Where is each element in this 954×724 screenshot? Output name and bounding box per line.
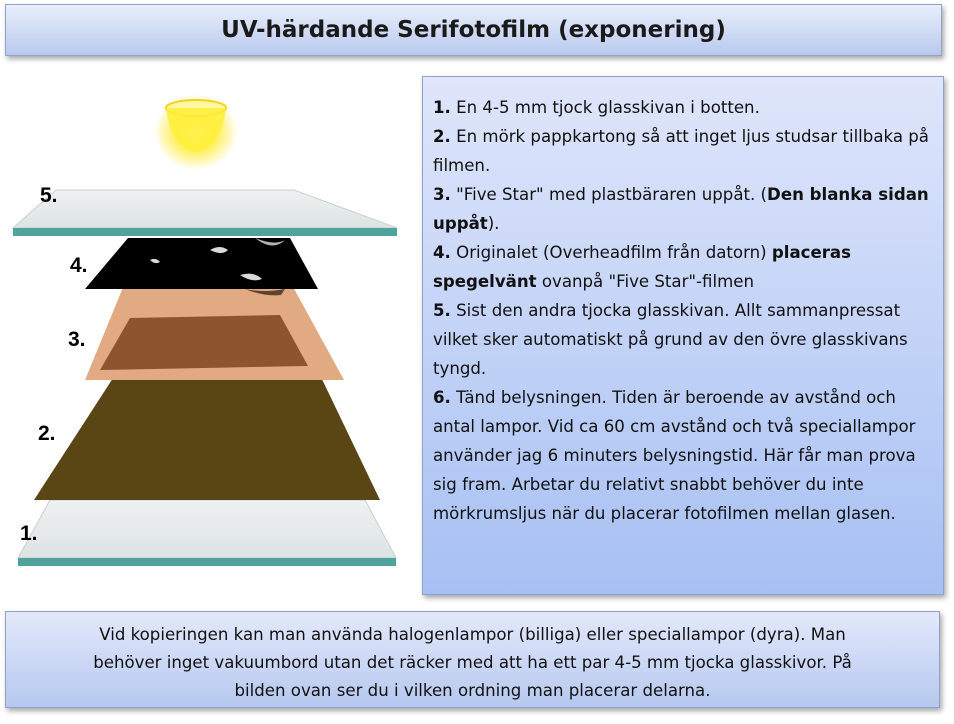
step-emphasis: Den blanka sidan uppåt <box>433 185 929 233</box>
step-text: En mörk pappkartong så att inget ljus studsar tillbaka på filmen. <box>433 127 929 175</box>
footer-note <box>5 611 940 708</box>
glass-plate-bottom <box>18 500 396 566</box>
layer-stack-svg <box>0 60 420 580</box>
step-5 <box>433 296 933 383</box>
step-number: 3. <box>433 185 451 204</box>
original-film-layer <box>85 238 318 295</box>
footer-line: bilden ovan ser du i vilken ordning man placerar delarna. <box>234 681 711 700</box>
step-4 <box>433 238 933 296</box>
step-text: ovanpå "Five Star"-filmen <box>536 272 754 291</box>
step-number: 6. <box>433 388 451 407</box>
layer-diagram <box>0 60 420 580</box>
step-number: 5. <box>433 301 451 320</box>
layer-label-2: 2. <box>38 422 56 445</box>
step-text: "Five Star" med plastbäraren uppåt. ( <box>450 185 768 204</box>
step-emphasis: placeras spegelvänt <box>433 243 851 291</box>
step-6 <box>433 383 933 528</box>
step-text: ). <box>487 214 500 233</box>
step-text: Originalet (Overheadfilm från datorn) <box>450 243 772 262</box>
step-number: 4. <box>433 243 451 262</box>
five-star-film-layer <box>85 285 344 380</box>
glass-plate-top <box>13 190 397 236</box>
cardboard-layer <box>34 375 380 500</box>
footer-line: Vid kopieringen kan man använda halogenlampor (billiga) eller speciallampor (dyra). Man <box>99 625 846 644</box>
step-text: Sist den andra tjocka glasskivan. Allt sammanpressat vilket sker automatiskt på grund av den övre glasskivans tyngd. <box>433 301 908 378</box>
step-2 <box>433 122 933 180</box>
step-1 <box>433 93 933 122</box>
steps-panel <box>422 76 944 595</box>
step-text: Tänd belysningen. Tiden är beroende av avstånd och antal lampor. Vid ca 60 cm avstånd och två speciallampor använder jag 6 minuters belysningstid. Här får man prova sig fram. Arbetar du relativt snabbt behöver du inte mörkrumsljus när du placerar fotofilmen mellan glasen. <box>433 388 916 523</box>
page-title: UV-härdande Serifotofilm (exponering) <box>221 17 726 43</box>
step-3 <box>433 180 933 238</box>
step-number: 2. <box>433 127 451 146</box>
step-number: 1. <box>433 98 451 117</box>
layer-label-4: 4. <box>70 254 88 277</box>
lamp-icon <box>154 94 238 170</box>
layer-label-3: 3. <box>68 328 86 351</box>
layer-label-1: 1. <box>20 522 38 545</box>
title-banner <box>5 4 942 56</box>
footer-line: behöver inget vakuumbord utan det räcker med att ha ett par 4-5 mm tjocka glasskivor. På <box>93 653 852 672</box>
layer-label-5: 5. <box>40 184 58 207</box>
step-text: En 4-5 mm tjock glasskivan i botten. <box>450 98 760 117</box>
